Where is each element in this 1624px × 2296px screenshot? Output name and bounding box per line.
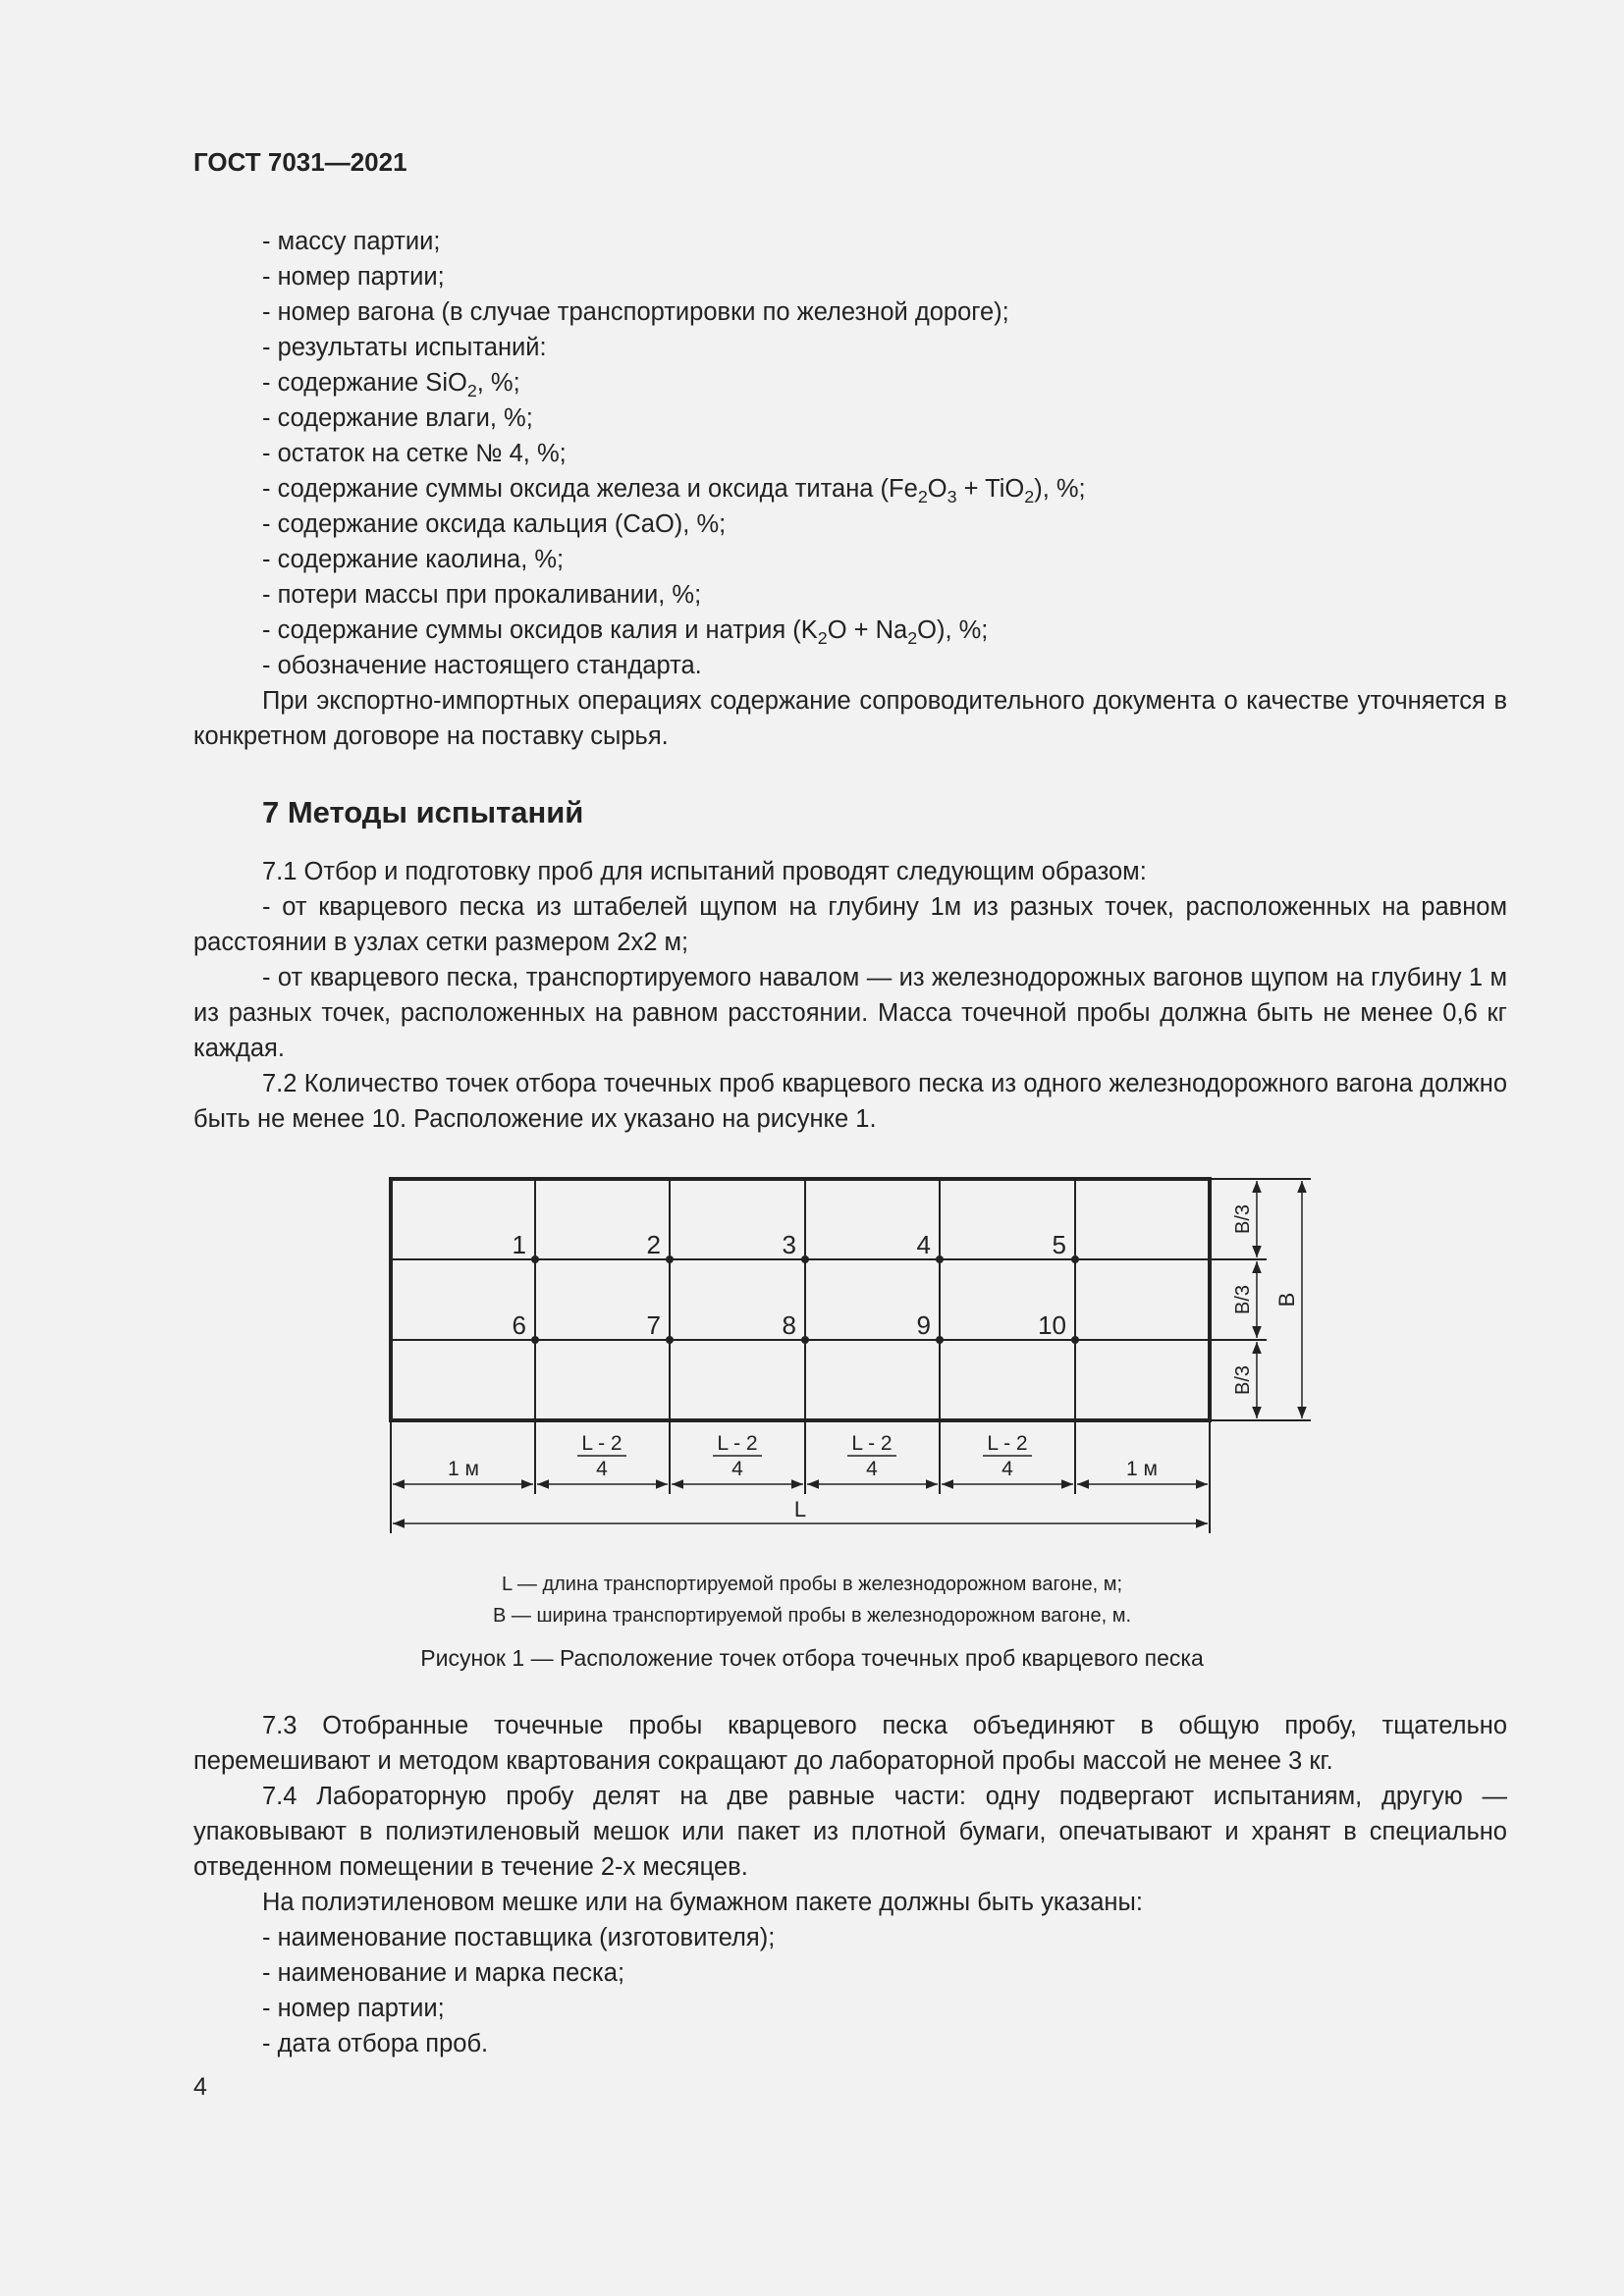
fraction-denominator: 4 — [731, 1458, 743, 1480]
point-label: 10 — [1038, 1310, 1066, 1340]
list-item: - содержание влаги, %; — [262, 404, 533, 432]
point-label: 6 — [512, 1310, 526, 1340]
fraction-denominator: 4 — [1001, 1458, 1013, 1480]
dimension-label-1m: 1 м — [448, 1458, 479, 1480]
figure-caption: Рисунок 1 — Расположение точек отбора точечных проб кварцевого песка — [420, 1645, 1204, 1671]
sample-point — [1071, 1255, 1079, 1263]
dimension-label-l: L — [793, 1497, 807, 1522]
fraction-numerator: L - 2 — [851, 1432, 893, 1455]
sample-point — [531, 1336, 539, 1344]
paragraph-7-3: 7.3 Отобранные точечные пробы кварцевого песка объединяют в общую пробу, тщательно перемешивают и методом квартования сокращают до лабораторной пробы массой не менее 3 кг. — [193, 1712, 1507, 1775]
point-label: 3 — [782, 1230, 796, 1259]
point-label: 4 — [916, 1230, 931, 1259]
wagon-outline — [391, 1179, 1210, 1420]
page-body-bottom — [193, 1708, 1507, 2061]
list-item-fe-ti: - содержание суммы оксида железа и оксида титана $(Fe_2O_3 + TiO_2)$, %; — [262, 475, 1086, 507]
paragraph-7-2: 7.2 Количество точек отбора точечных проб кварцевого песка из одного железнодорожного вагона должно быть не менее 10. Расположение их указано на рисунке 1. — [193, 1070, 1507, 1133]
fraction-denominator: 4 — [596, 1458, 608, 1480]
legend-l: L — длина транспортируемой пробы в железнодорожном вагоне, м; — [501, 1574, 1123, 1595]
paragraph-7-1-b: - от кварцевого песка, транспортируемого навалом — из железнодорожных вагонов щупом на глубину 1 м из разных точек, расположенных на равном расстоянии. Масса точечной пробы должна быть не менее 0,6 кг каждая. — [193, 964, 1507, 1062]
legend-b: B — ширина транспортируемой пробы в железнодорожном вагоне, м. — [493, 1605, 1131, 1627]
paragraph-7-4-b: На полиэтиленовом мешке или на бумажном пакете должны быть указаны: — [262, 1889, 1143, 1916]
dimension-label-b3: B/3 — [1232, 1364, 1254, 1396]
list-item: - содержание оксида кальция (CaO), %; — [262, 510, 727, 538]
document-header: ГОСТ 7031—2021 — [193, 147, 407, 177]
page-number: 4 — [193, 2073, 207, 2101]
fraction-denominator: 4 — [866, 1458, 878, 1480]
fraction-numerator: L - 2 — [717, 1432, 758, 1455]
point-label: 1 — [512, 1230, 526, 1259]
paragraph-7-1-a: - от кварцевого песка из штабелей щупом на глубину 1м из разных точек, расположенных на равном расстоянии в узлах сетки размером 2х2 м; — [193, 893, 1507, 956]
point-label: 9 — [916, 1310, 931, 1340]
dimension-label-b: B — [1274, 1292, 1299, 1308]
list-item: - содержание каолина, %; — [262, 546, 565, 573]
sample-point — [666, 1255, 674, 1263]
list-item-sio2: - содержание SiO$_2$, %; — [262, 369, 520, 400]
list-item: - потери массы при прокаливании, %; — [262, 581, 702, 609]
dimension-label-b3: B/3 — [1232, 1203, 1254, 1235]
sample-point — [666, 1336, 674, 1344]
list-item-k-na: - содержание суммы оксидов калия и натрия $(K_2O + Na_2O)$, %; — [262, 616, 989, 648]
point-label: 5 — [1052, 1230, 1066, 1259]
dimension-label-1m: 1 м — [1126, 1458, 1158, 1480]
point-label: 7 — [646, 1310, 661, 1340]
list-item: - остаток на сетке № 4, %; — [262, 440, 567, 467]
sample-point — [936, 1255, 944, 1263]
page-body-top — [193, 224, 1507, 1137]
point-label: 8 — [782, 1310, 796, 1340]
sample-point — [801, 1255, 809, 1263]
section-7-title: 7 Методы испытаний — [262, 795, 584, 829]
list-item: - обозначение настоящего стандарта. — [262, 652, 702, 679]
sample-point — [936, 1336, 944, 1344]
dimension-label-b3: B/3 — [1232, 1284, 1254, 1315]
figure-sampling-grid — [383, 1168, 1326, 1561]
sample-point — [1071, 1336, 1079, 1344]
list-item: - номер вагона (в случае транспортировки по железной дороге); — [262, 298, 1009, 326]
list-item: - наименование поставщика (изготовителя); — [262, 1924, 776, 1951]
list-item: - дата отбора проб. — [262, 2030, 489, 2057]
paragraph-export: При экспортно-импортных операциях содержание сопроводительного документа о качестве уточняется в конкретном договоре на поставку сырья. — [193, 687, 1507, 750]
sample-point — [531, 1255, 539, 1263]
fraction-numerator: L - 2 — [987, 1432, 1028, 1455]
list-item: - наименование и марка песка; — [262, 1959, 625, 1987]
list-item: - массу партии; — [262, 228, 441, 255]
fraction-numerator: L - 2 — [581, 1432, 623, 1455]
list-item: - номер партии; — [262, 263, 445, 291]
sample-point — [801, 1336, 809, 1344]
figure-legend — [0, 1569, 1624, 1631]
point-label: 2 — [646, 1230, 661, 1259]
paragraph-7-4: 7.4 Лабораторную пробу делят на две равные части: одну подвергают испытаниям, другую — упаковывают в полиэтиленовый мешок или пакет из плотной бумаги, опечатывают и хранят в специально отведенном помещении в течение 2-х месяцев. — [193, 1783, 1507, 1881]
list-item: - номер партии; — [262, 1995, 445, 2022]
list-item: - результаты испытаний: — [262, 334, 547, 361]
paragraph-7-1: 7.1 Отбор и подготовку проб для испытаний проводят следующим образом: — [262, 858, 1147, 885]
